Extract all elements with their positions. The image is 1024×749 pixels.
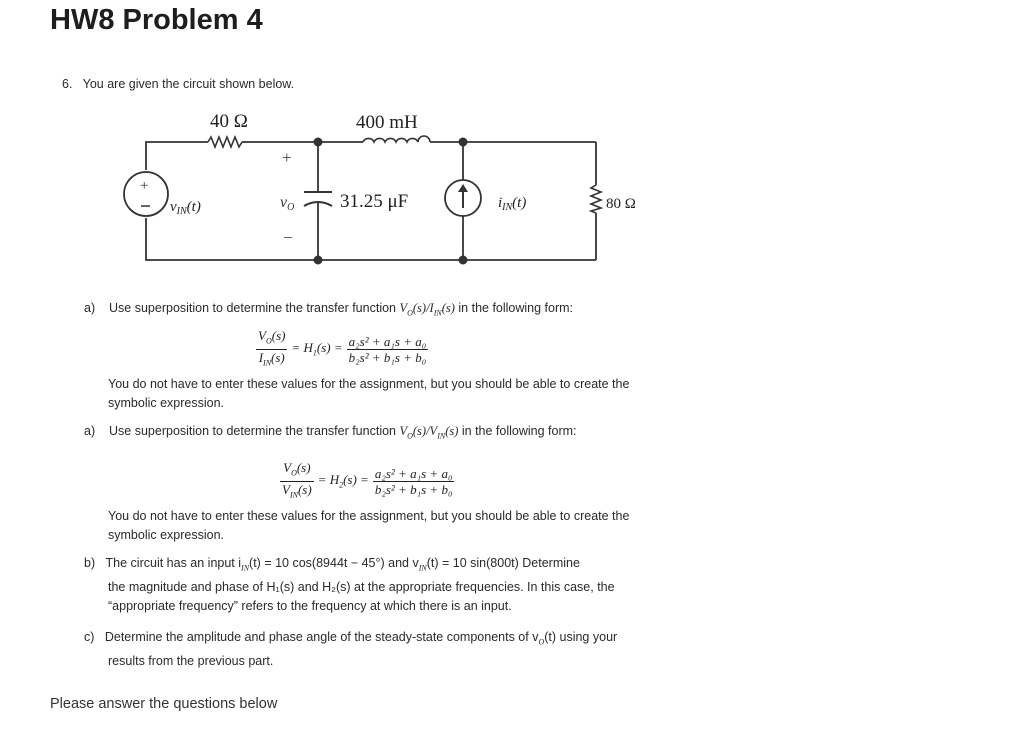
part-c-letter: c) <box>84 630 95 644</box>
capacitor-label: 31.25 μF <box>340 191 409 212</box>
part-b-letter: b) <box>84 556 96 570</box>
part-a2-text-post: in the following form: <box>458 424 577 438</box>
circuit-diagram <box>100 100 636 280</box>
vo-plus: + <box>282 148 292 167</box>
node-bottom-right <box>459 256 468 265</box>
h1-lhs-fraction: $\frac{V_O(s)}{I_{IN}(s)}$ <box>258 328 286 368</box>
question-intro <box>62 75 294 94</box>
node-top-right <box>459 138 468 147</box>
part-c-line2: results from the previous part. <box>108 653 274 668</box>
r1-label: 40 Ω <box>210 111 248 132</box>
h1-rhs-fraction: $\frac{\text{a₂s² + a₁s + a₀}}{\text{b₂s² + b₁s + b₀}}$ <box>348 333 427 365</box>
resistor-80-ohm <box>591 185 601 213</box>
svg-text:+: + <box>140 178 149 194</box>
node-bottom-left <box>314 256 323 265</box>
vo-minus: − <box>283 228 293 247</box>
part-a2-text: Use superposition to determine the transfer function <box>109 424 400 438</box>
page-title: HW8 Problem 4 <box>50 4 263 36</box>
part-a1-tf: $V_O(s)/I_{IN}(s)$ <box>399 301 455 318</box>
inductor-label: 400 mH <box>356 112 418 133</box>
part-c-line1: c) Determine the amplitude and phase angle of the steady-state components of $v_O(t)$ using your <box>84 630 618 647</box>
part-a2-letter: a) <box>84 424 96 438</box>
part-a2-note: You do not have to enter these values for the assignment, but you should be able to create the symbolic expression. <box>108 509 630 542</box>
h1-symbol: = $H_1(s)$ = <box>291 340 343 358</box>
part-a1-letter: a) <box>84 301 96 315</box>
part-b-line2: the magnitude and phase of H₁(s) and H₂(s) at the appropriate frequencies. In this case, the <box>108 579 615 594</box>
vo-label: vO <box>280 194 295 213</box>
part-a2-tf: $V_O(s)/V_{IN}(s)$ <box>399 424 459 441</box>
current-source <box>445 180 481 216</box>
part-b-line3: “appropriate frequency” refers to the frequency at which there is an input. <box>108 598 512 613</box>
intro-text: You are given the circuit shown below. <box>82 77 295 91</box>
h2-symbol: = $H_2(s)$ = <box>317 472 369 490</box>
vin-label: $v_{IN}(t)$ <box>170 199 201 217</box>
resistor-40-ohm <box>208 137 242 147</box>
part-a2 <box>84 422 664 446</box>
part-a1-text: Use superposition to determine the transfer function <box>109 301 400 315</box>
node-top-left <box>314 138 323 147</box>
part-c <box>84 628 684 671</box>
h2-rhs-fraction: $\frac{\text{a₂s² + a₁s + a₀}}{\text{b₂s² + b₁s + b₀}}$ <box>374 465 453 497</box>
inductor-400mh <box>363 136 430 142</box>
h2-lhs-fraction: $\frac{V_O(s)}{V_{IN}(s)}$ <box>282 460 312 500</box>
footer-prompt: Please answer the questions below <box>50 696 278 712</box>
part-a1 <box>84 299 664 323</box>
part-a1-text-post: in the following form: <box>454 301 574 315</box>
part-b <box>84 554 684 616</box>
equation-h2 <box>280 460 454 502</box>
part-b-line1: b) The circuit has an input $i_{IN}(t) = 10$ cos(8944t − 45°) and $v_{IN}(t) = 10$ sin(800t) Determine <box>84 556 580 573</box>
iin-label: $i_{IN}(t)$ <box>498 195 527 213</box>
question-number: 6. <box>62 77 73 91</box>
r2-label: 80 Ω <box>606 196 636 212</box>
voltage-source <box>124 172 168 216</box>
part-a1-note: You do not have to enter these values for the assignment, but you should be able to create the symbolic expression. <box>108 377 630 410</box>
equation-h1 <box>256 328 428 370</box>
